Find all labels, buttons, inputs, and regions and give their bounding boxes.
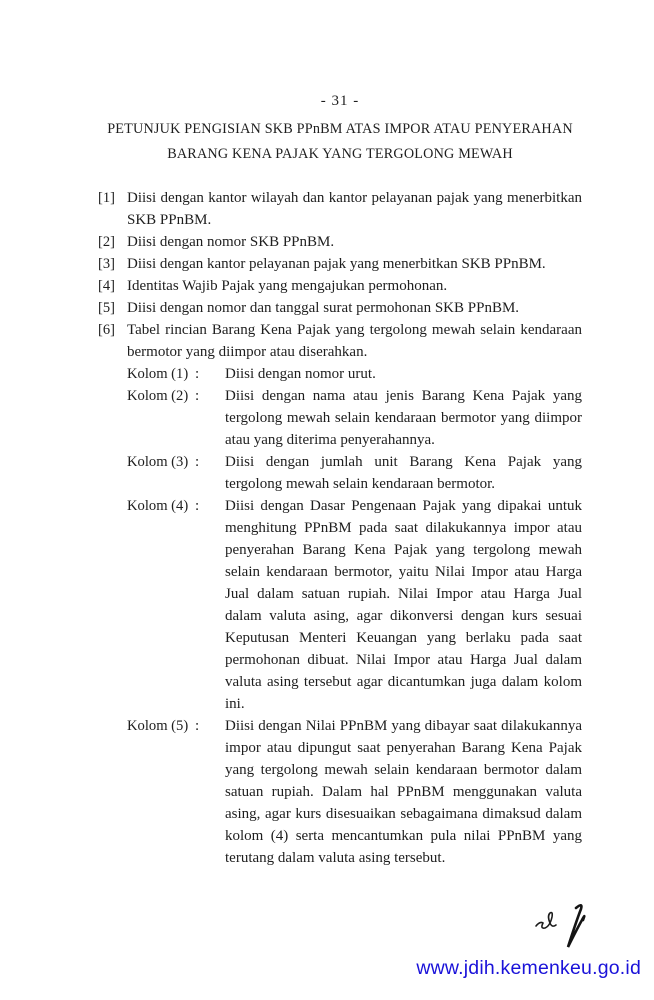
item-text: Identitas Wajib Pajak yang mengajukan permohonan. (127, 278, 448, 294)
instruction-list (98, 187, 582, 869)
item-text: Diisi dengan kantor pelayanan pajak yang menerbitkan SKB PPnBM. (127, 256, 546, 272)
kolom-label: Kolom (4) (127, 498, 189, 514)
jdih-footer-link[interactable]: www.jdih.kemenkeu.go.id (416, 957, 641, 979)
kolom-row-4 (127, 495, 582, 715)
kolom-colon: : (195, 388, 200, 404)
kolom-row-2 (127, 385, 582, 451)
item-marker: [6] (98, 322, 115, 338)
item-text: Diisi dengan nomor dan tanggal surat permohonan SKB PPnBM. (127, 300, 520, 316)
kolom-row-3 (127, 451, 582, 495)
document-title (98, 117, 582, 167)
handwritten-initials-mark (524, 896, 596, 958)
instruction-item-6 (98, 319, 582, 363)
kolom-label: Kolom (1) (127, 366, 189, 382)
kolom-text: Diisi dengan Nilai PPnBM yang dibayar saat dilakukannya impor atau dipungut saat penyerahan Barang Kena Pajak yang tergolong mewah selain kendaraan bermotor dalam satuan rupiah. Dalam hal PPnBM menggunakan valuta asing, agar kurs disesuaikan sebagaimana dimaksud dalam kolom (4) serta mencantumkan pula nilai PPnBM yang terutang dalam valuta asing tersebut. (225, 718, 582, 866)
kolom-label: Kolom (5) (127, 718, 189, 734)
document-content (98, 90, 582, 869)
kolom-text: Diisi dengan Dasar Pengenaan Pajak yang dipakai untuk menghitung PPnBM pada saat dilakukannya impor atau penyerahan Barang Kena Pajak yang tergolong mewah selain kendaraan bermotor, yaitu Nilai Impor atau Harga Jual dalam satuan rupiah. Nilai Impor atau Harga Jual dalam valuta asing, agar dikonversi dengan kurs sesuai Keputusan Menteri Keuangan yang berlaku pada saat permohonan dibuat. Nilai Impor atau Harga Jual dalam valuta asing tersebut agar dicantumkan juga dalam kolom ini. (225, 498, 582, 712)
item-marker: [5] (98, 300, 115, 316)
item-text: Diisi dengan kantor wilayah dan kantor pelayanan pajak yang menerbitkan SKB PPnBM. (127, 190, 582, 228)
page-number: - 31 - (320, 93, 360, 109)
kolom-label: Kolom (2) (127, 388, 189, 404)
kolom-colon: : (195, 498, 200, 514)
document-title-line-1: PETUNJUK PENGISIAN SKB PPnBM ATAS IMPOR ATAU PENYERAHAN (107, 121, 573, 137)
instruction-item-3 (98, 253, 582, 275)
instruction-item-4 (98, 275, 582, 297)
item-marker: [1] (98, 190, 115, 206)
item-text: Diisi dengan nomor SKB PPnBM. (127, 234, 335, 250)
kolom-row-5 (127, 715, 582, 869)
item-text: Tabel rincian Barang Kena Pajak yang tergolong mewah selain kendaraan bermotor yang diimpor atau diserahkan. (127, 322, 582, 360)
instruction-item-2 (98, 231, 582, 253)
kolom-definition-list (127, 363, 582, 869)
kolom-label: Kolom (3) (127, 454, 189, 470)
document-title-line-2: BARANG KENA PAJAK YANG TERGOLONG MEWAH (167, 146, 513, 162)
kolom-colon: : (195, 454, 200, 470)
kolom-colon: : (195, 366, 200, 382)
instruction-item-5 (98, 297, 582, 319)
kolom-text: Diisi dengan nomor urut. (225, 366, 376, 382)
item-marker: [2] (98, 234, 115, 250)
item-marker: [3] (98, 256, 115, 272)
kolom-text: Diisi dengan jumlah unit Barang Kena Pajak yang tergolong mewah selain kendaraan bermotor. (225, 454, 582, 492)
item-marker: [4] (98, 278, 115, 294)
instruction-item-1 (98, 187, 582, 231)
kolom-row-1 (127, 363, 582, 385)
kolom-text: Diisi dengan nama atau jenis Barang Kena Pajak yang tergolong mewah selain kendaraan bermotor yang diimpor atau yang diterima penyerahannya. (225, 388, 582, 448)
kolom-colon: : (195, 718, 200, 734)
